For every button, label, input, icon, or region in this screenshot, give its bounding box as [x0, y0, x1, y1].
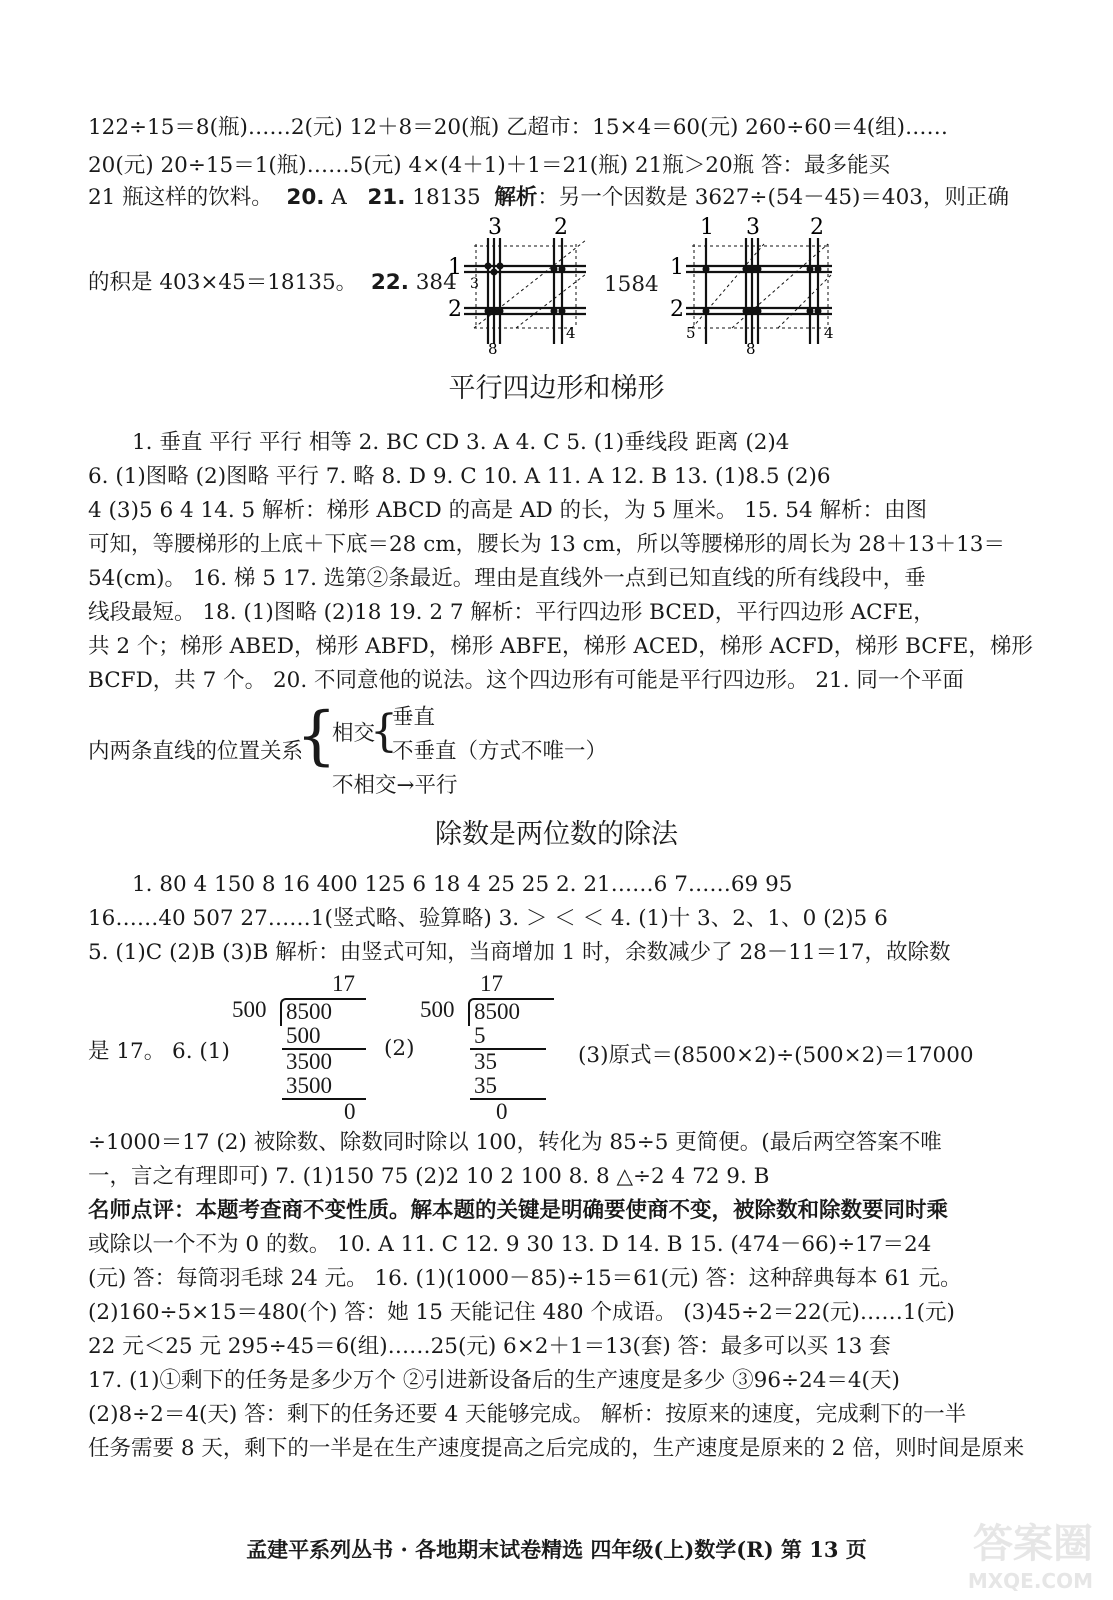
text-line: 16……40 507 27……1(竖式略、验算略) 3. ＞ ＜ ＜ 4. (1)十 3、2、1、0 (2)5 6 — [88, 906, 888, 931]
text-line: 一，言之有理即可) 7. (1)150 75 (2)2 10 2 100 8. 8 △÷2 4 72 9. B — [88, 1164, 770, 1189]
remainder: 0 — [496, 1099, 508, 1124]
grid-label: 2 — [670, 297, 684, 322]
q-num: 21. — [367, 185, 406, 210]
divisor: 500 — [420, 997, 455, 1022]
text-line: BCFD，共 7 个。 20. 不同意他的说法。这个四边形有可能是平行四边形。 21. 同一个平面 — [88, 668, 964, 693]
grid-label: 3 — [746, 216, 760, 240]
text-line: 或除以一个不为 0 的数。 10. A 11. C 12. 9 30 13. D 14. B 15. (474－66)÷17＝24 — [88, 1232, 932, 1257]
relation-item — [332, 768, 458, 799]
answer: 18135 — [405, 185, 488, 210]
text-line: 可知，等腰梯形的上底＋下底＝28 cm，腰长为 13 cm，所以等腰梯形的周长为 28＋13＋13＝ — [88, 532, 1005, 557]
text-line: 20(元) 20÷15＝1(瓶)……5(元) 4×(4＋1)＋1＝21(瓶) 21瓶＞20瓶 答：最多能买 — [88, 153, 890, 178]
grid-label: 8 — [488, 340, 498, 356]
multiplication-grid-2 — [668, 216, 840, 356]
grid-label: 2 — [448, 297, 462, 322]
q6-part2: (2) — [384, 1036, 415, 1061]
arrow-icon: → — [396, 773, 415, 798]
text-line: (2)160÷5×15＝480(个) 答：她 15 天能记住 480 个成语。 (3)45÷2＝22(元)……1(元) — [88, 1300, 955, 1325]
text-line: 17. (1)①剩下的任务是多少万个 ②引进新设备后的生产速度是多少 ③96÷24＝4(天) — [88, 1368, 900, 1393]
text-line: 名师点评：本题考查商不变性质。解本题的关键是明确要使商不变，被除数和除数要同时乘 — [88, 1198, 949, 1223]
text-line — [88, 268, 457, 298]
text-line: 122÷15＝8(瓶)……2(元) 12＋8＝20(瓶) 乙超市：15×4＝60(元) 260÷60＝4(组)…… — [88, 115, 949, 140]
watermark-url: MXQE.COM — [967, 1569, 1093, 1593]
grid-label: 1 — [448, 255, 462, 280]
relation-item: 相交 — [332, 721, 376, 746]
q6-lead: 是 17。 6. (1) — [88, 1039, 230, 1064]
grid-label: 1 — [670, 255, 684, 280]
grid-label: 3 — [470, 276, 479, 292]
relation-text: 不相交 — [332, 773, 397, 798]
divisor: 500 — [232, 997, 267, 1022]
step: 3500 — [286, 1073, 332, 1098]
section-title: 除数是两位数的除法 — [435, 819, 678, 850]
q-num: 20. — [286, 185, 325, 210]
text-line: 1. 80 4 150 8 16 400 125 6 18 4 25 25 2. 21……6 7……69 95 — [132, 872, 793, 897]
text-line: 54(cm)。 16. 梯 5 17. 选第②条最近。理由是直线外一点到已知直线的所有线段中，垂 — [88, 566, 926, 591]
text-line: 共 2 个；梯形 ABED，梯形 ABFD，梯形 ABFE，梯形 ACED，梯形 ACFD，梯形 BCFE，梯形 — [88, 634, 1033, 659]
text-line: (2)8÷2＝4(天) 答：剩下的任务还要 4 天能够完成。 解析：按原来的速度，完成剩下的一半 — [88, 1402, 967, 1427]
step: 35 — [474, 1073, 497, 1098]
grid-label: 2 — [810, 216, 824, 240]
grid-label: 5 — [686, 324, 696, 342]
relation-text: 平行 — [414, 773, 458, 798]
q6-part3: (3)原式＝(8500×2)÷(500×2)＝17000 — [578, 1043, 974, 1068]
watermark-text: 答案圈 — [973, 1521, 1093, 1567]
step: 500 — [286, 1023, 321, 1048]
text-line: 任务需要 8 天，剩下的一半是在生产速度提高之后完成的，生产速度是原来的 2 倍，则时间是原来 — [88, 1436, 1025, 1461]
text-line: 22 元＜25 元 295÷45＝6(组)……25(元) 6×2＋1＝13(套) 答：最多可以买 13 套 — [88, 1334, 891, 1359]
text: 21 瓶这样的饮料。 — [88, 185, 273, 210]
quotient: 17 — [332, 971, 355, 996]
text: ：另一个因数是 3627÷(54－45)＝403，则正确 — [537, 185, 1009, 210]
grid-label: 3 — [488, 216, 502, 240]
rule — [470, 1098, 546, 1100]
text: 的积是 403×45＝18135。 — [88, 270, 358, 295]
step: 35 — [474, 1049, 497, 1074]
section-title: 平行四边形和梯形 — [448, 373, 665, 404]
multiplication-grid-1 — [446, 216, 596, 356]
grid-label: 4 — [824, 324, 834, 342]
text-line: 6. (1)图略 (2)图略 平行 7. 略 8. D 9. C 10. A 11. A 12. B 13. (1)8.5 (2)6 — [88, 464, 831, 489]
relation-item: 垂直 — [392, 705, 436, 730]
text-line — [88, 183, 1009, 213]
text-line: 4 (3)5 6 4 14. 5 解析：梯形 ABCD 的高是 AD 的长，为 5 厘米。 15. 54 解析：由图 — [88, 498, 927, 523]
brace: { — [296, 699, 337, 773]
grid-label: 1 — [700, 216, 714, 240]
watermark — [893, 1512, 1093, 1592]
text-line: 1. 垂直 平行 平行 相等 2. BC CD 3. A 4. C 5. (1)垂线段 距离 (2)4 — [132, 430, 790, 455]
dividend: 8500 — [468, 998, 554, 1026]
analysis-label: 解析 — [494, 185, 538, 210]
quotient: 17 — [480, 971, 503, 996]
step: 5 — [474, 1023, 486, 1048]
remainder: 0 — [344, 1099, 356, 1124]
text-line: (元) 答：每筒羽毛球 24 元。 16. (1)(1000－85)÷15＝61(元) 答：这种辞典每本 61 元。 — [88, 1266, 962, 1291]
grid-label: 8 — [746, 340, 756, 356]
brace: { — [370, 706, 398, 757]
q-num: 22. — [370, 270, 409, 295]
relation-item: 不垂直（方式不唯一） — [392, 739, 608, 764]
text-line: 5. (1)C (2)B (3)B 解析：由竖式可知，当商增加 1 时，余数减少了 28－11＝17，故除数 — [88, 940, 951, 965]
text-line: 线段最短。 18. (1)图略 (2)18 19. 2 7 解析：平行四边形 BCED，平行四边形 ACFE， — [88, 600, 935, 625]
answer: A — [324, 185, 354, 210]
text-line: ÷1000＝17 (2) 被除数、除数同时除以 100，转化为 85÷5 更简便。(最后两空答案不唯 — [88, 1130, 942, 1155]
answer: 384 — [408, 270, 457, 295]
step: 3500 — [286, 1049, 332, 1074]
answer: 1584 — [604, 272, 659, 297]
page-footer: 孟建平系列丛书 · 各地期末试卷精选 四年级(上)数学(R) 第 13 页 — [246, 1537, 867, 1562]
grid-label: 4 — [566, 324, 576, 342]
dividend: 8500 — [280, 998, 366, 1026]
relation-lead: 内两条直线的位置关系 — [88, 739, 304, 764]
grid-label: 2 — [554, 216, 568, 240]
